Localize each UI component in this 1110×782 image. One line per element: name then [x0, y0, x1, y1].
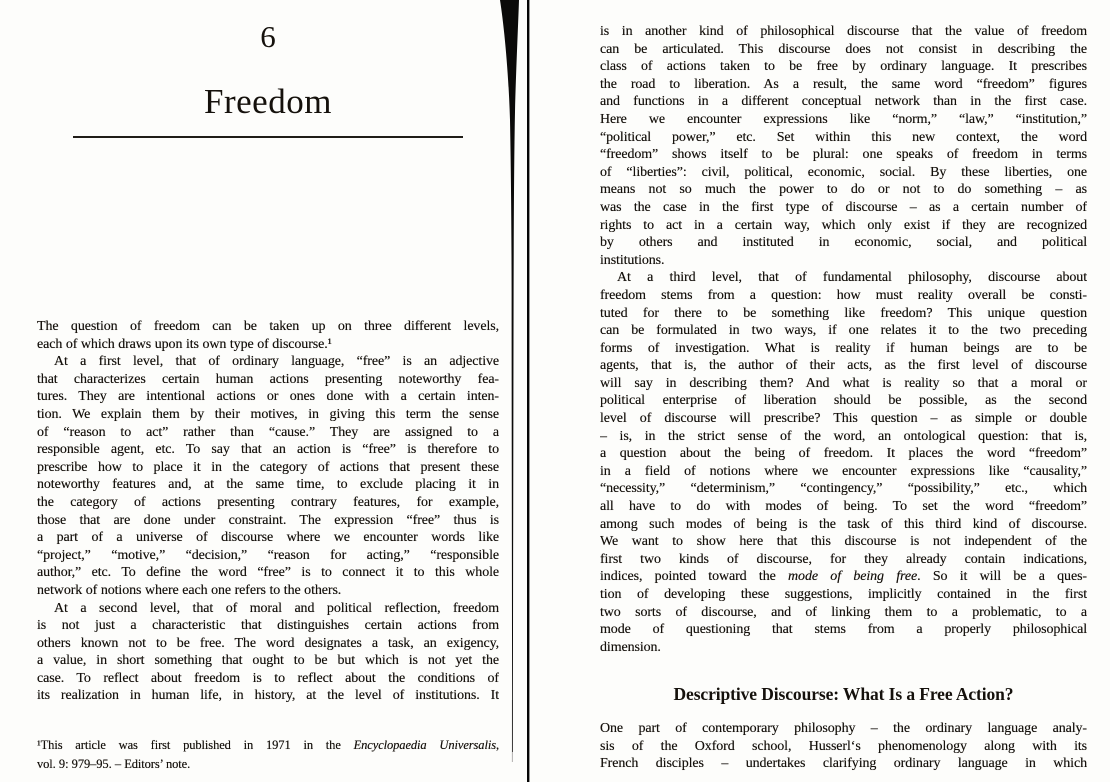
left-page-body — [37, 319, 499, 706]
text-line: of “reason to act” rather than “cause.” They are assigned to a — [37, 424, 499, 440]
text-line: tuted for there to be something like freedom? This unique question — [600, 305, 1087, 321]
text-line: At a second level, that of moral and political reflection, freedom — [54, 600, 499, 616]
text-line: One part of contemporary philosophy – the ordinary language analy- — [600, 721, 1087, 736]
text-line: each of which draws upon its own type of discourse.¹ — [37, 336, 332, 352]
text-line: tion of developing these suggestions, implicitly contained in the first — [600, 587, 1087, 602]
text-line: network of notions where each one refers to the others. — [37, 582, 342, 598]
right-page-body-after-heading — [600, 721, 1087, 774]
text-line: by others and instituted in economic, social, and political — [600, 235, 1087, 251]
text-line: The question of freedom can be taken up on three different levels, — [37, 319, 499, 334]
text-line: author,” etc. To define the word “free” is to connect it to this whole — [37, 565, 499, 581]
text-line: ¹This article was first published in 1971 in the Encyclopaedia Universalis, — [37, 738, 499, 752]
text-line: “freedom” shows itself to be plural: one speaks of freedom in terms — [600, 147, 1087, 163]
text-line: two sorts of discourse, and of linking them to a problematic, to a — [600, 604, 1087, 620]
text-line: dimension. — [600, 639, 661, 655]
text-line: tures. They are intentional actions or ones done with a certain inten- — [37, 389, 499, 405]
text-line: We want to show here that this discourse is not independent of the — [600, 534, 1087, 550]
text-line: others known not to be free. The word designates a task, an exigency, — [37, 635, 499, 651]
text-line: At a first level, that of ordinary language, “free” is an adjective — [54, 354, 499, 370]
text-line: means not so much the power to do or not to do something – as — [600, 182, 1087, 198]
chapter-title: Freedom — [204, 82, 332, 121]
gutter-scan-shadow — [496, 0, 536, 782]
text-line: At a third level, that of fundamental philosophy, discourse about — [617, 270, 1087, 286]
text-line: political enterprise of liberation should be possible, as the second — [600, 393, 1087, 409]
page-edge-line — [527, 0, 529, 782]
text-line: the road to liberation. As a result, the same word “freedom” figures — [600, 76, 1087, 92]
text-line: was the case in the first type of discourse – as a certain number of — [600, 199, 1087, 215]
chapter-number: 6 — [260, 19, 276, 54]
title-rule — [73, 136, 463, 138]
text-line: institutions. — [600, 252, 665, 268]
text-line: all have to do with modes of being. To set the word “freedom” — [600, 499, 1087, 515]
text-line: of “liberties”: civil, political, economic, social. By these liberties, one — [600, 164, 1087, 180]
text-line: first two kinds of discourse, for they already contain indications, — [600, 551, 1087, 567]
section-heading: Descriptive Discourse: What Is a Free Action? — [673, 684, 1014, 704]
text-line: agents, that is, the author of their acts, as the first level of discourse — [600, 358, 1087, 374]
text-line: is in another kind of philosophical discourse that the value of freedom — [600, 24, 1087, 39]
text-line: its realization in human life, in history, at the level of institutions. It — [37, 688, 499, 704]
binding-shadow — [500, 0, 519, 752]
text-line: forms of investigation. What is reality if human beings are to be — [600, 340, 1087, 356]
text-line: case. To reflect about freedom is to reflect about the conditions of — [37, 670, 499, 686]
text-line: can be formulated in two ways, if one relates it to the two preceding — [600, 323, 1087, 339]
text-line: responsible agent, etc. To say that an action is “free” is therefore to — [37, 442, 499, 458]
footnote — [37, 738, 499, 776]
text-line: is not just a characteristic that distinguishes certain actions from — [37, 618, 499, 634]
text-line: French disciples – undertakes clarifying ordinary language in which — [600, 756, 1087, 772]
text-line: “necessity,” “determinism,” “contingency,” “possibility,” etc., which — [600, 481, 1087, 497]
text-line: freedom stems from a question: how must reality overall be consti- — [600, 287, 1087, 303]
text-line: a part of a universe of discourse where we encounter words like — [37, 530, 499, 546]
text-line: in a field of notions where we encounter expressions like “causality,” — [600, 463, 1087, 479]
text-line: indices, pointed toward the mode of being free. So it will be a ques- — [600, 569, 1087, 585]
right-page-body — [600, 24, 1087, 657]
text-line: vol. 9: 979–95. – Editors’ note. — [37, 757, 191, 771]
text-line: will say in describing them? And what is reality so that a moral or — [600, 375, 1087, 391]
text-line: that characterizes certain human actions presenting noteworthy fea- — [37, 371, 499, 387]
text-line: can be articulated. This discourse does not consist in describing the — [600, 41, 1087, 57]
text-line: sis of the Oxford school, Husserl‘s phenomenology along with its — [600, 738, 1087, 754]
binding-shadow-fade — [512, 700, 513, 762]
text-line: and functions in a different conceptual network than in the first case. — [600, 94, 1087, 110]
text-line: a value, in short something that ought to be but which is not yet the — [37, 653, 499, 669]
text-line: those that are done under constraint. The expression “free” thus is — [37, 512, 499, 528]
text-line: – is, in the strict sense of the word, an ontological question: that is, — [600, 428, 1087, 444]
text-line: class of actions taken to be free by ordinary language. It prescribes — [600, 59, 1087, 75]
text-line: prescribe how to place it in the category of actions that present these — [37, 459, 499, 475]
text-line: “political power,” etc. Set within this new context, the word — [600, 129, 1087, 145]
text-line: among such modes of being is the task of this third kind of discourse. — [600, 516, 1087, 532]
text-line: “project,” “motive,” “decision,” “reason for acting,” “responsible — [37, 547, 499, 563]
text-line: a question about the being of freedom. It places the word “freedom” — [600, 446, 1087, 462]
text-line: level of discourse will prescribe? This question – as simple or double — [600, 411, 1087, 427]
text-line: tion. We explain them by their motives, in giving this term the sense — [37, 406, 499, 422]
text-line: the category of actions presenting contrary features, for example, — [37, 494, 499, 510]
text-line: rights to act in a certain way, which only exist if they are recognized — [600, 217, 1087, 233]
text-line: noteworthy features and, at the same time, to exclude placing it in — [37, 477, 499, 493]
text-line: mode of questioning that stems from a properly philosophical — [600, 622, 1087, 638]
text-line: Here we encounter expressions like “norm,” “law,” “institution,” — [600, 111, 1087, 127]
